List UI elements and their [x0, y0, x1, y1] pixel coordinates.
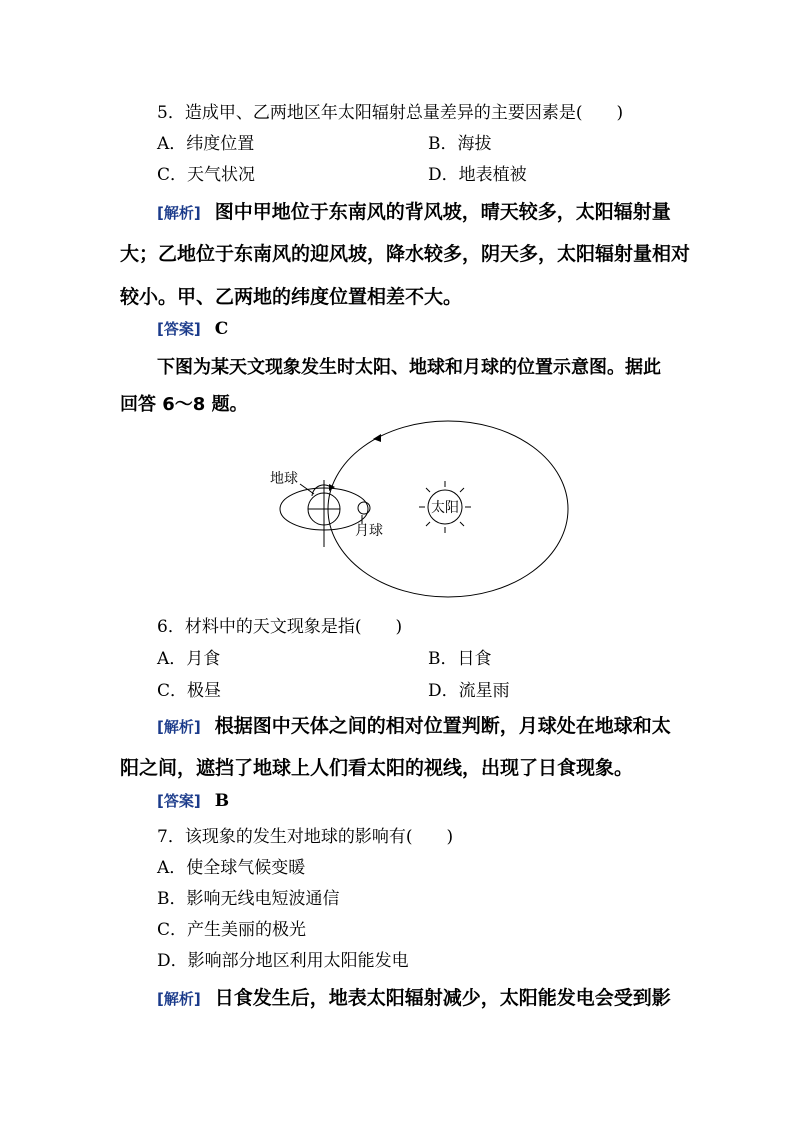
question-5-stem: 5．造成甲、乙两地区年太阳辐射总量差异的主要因素是( )	[157, 103, 624, 123]
question-7-option-d: D．影响部分地区利用太阳能发电	[157, 951, 409, 971]
question-6-stem: 6．材料中的天文现象是指( )	[157, 617, 403, 637]
intro-line-1: 下图为某天文现象发生时太阳、地球和月球的位置示意图。据此	[157, 357, 661, 378]
intro-line-2: 回答 6～8 题。	[120, 394, 248, 415]
question-7-option-c: C．产生美丽的极光	[157, 920, 307, 940]
sun-earth-moon-diagram	[258, 420, 578, 600]
analysis-5-line-2: 大；乙地位于东南风的迎风坡，降水较多，阴天多，太阳辐射量相对	[120, 243, 691, 265]
answer-5-value: C	[214, 319, 229, 339]
earth-label: 地球	[270, 471, 298, 487]
sun-label: 太阳	[431, 500, 459, 516]
question-7-option-b: B．影响无线电短波通信	[157, 889, 340, 909]
answer-tag: [答案]	[157, 320, 201, 338]
question-5-option-a: A．纬度位置	[157, 134, 255, 154]
orbit-arrow-icon	[373, 434, 381, 442]
analysis-6-line-1	[157, 711, 671, 738]
answer-6	[157, 790, 229, 811]
question-5-option-c: C．天气状况	[157, 165, 256, 185]
question-6-option-c: C．极昼	[157, 681, 222, 701]
analysis-tag: [解析]	[157, 718, 201, 736]
question-7-stem: 7．该现象的发生对地球的影响有( )	[157, 827, 454, 847]
answer-5	[157, 318, 228, 339]
analysis-6-text-1: 根据图中天体之间的相对位置判断，月球处在地球和太	[214, 715, 671, 737]
question-6-option-a: A．月食	[157, 649, 221, 669]
analysis-5-text-1: 图中甲地位于东南风的背风坡，晴天较多，太阳辐射量	[214, 201, 671, 223]
question-5-option-b: B．海拔	[428, 134, 492, 154]
analysis-7-text-1: 日食发生后，地表太阳辐射减少，太阳能发电会受到影	[214, 987, 671, 1009]
question-5-option-d: D．地表植被	[428, 165, 527, 185]
analysis-6-line-2: 阳之间，遮挡了地球上人们看太阳的视线，出现了日食现象。	[120, 757, 634, 779]
analysis-tag: [解析]	[157, 990, 201, 1008]
question-7-option-a: A．使全球气候变暖	[157, 858, 306, 878]
moon-label: 月球	[355, 523, 383, 539]
analysis-5-line-1	[157, 197, 671, 224]
answer-tag: [答案]	[157, 792, 201, 810]
analysis-5-line-3: 较小。甲、乙两地的纬度位置相差不大。	[120, 286, 463, 308]
question-6-option-d: D．流星雨	[428, 681, 510, 701]
answer-6-value: B	[214, 791, 230, 811]
question-6-option-b: B．日食	[428, 649, 492, 669]
analysis-tag: [解析]	[157, 204, 201, 222]
analysis-7-line-1	[157, 983, 671, 1010]
